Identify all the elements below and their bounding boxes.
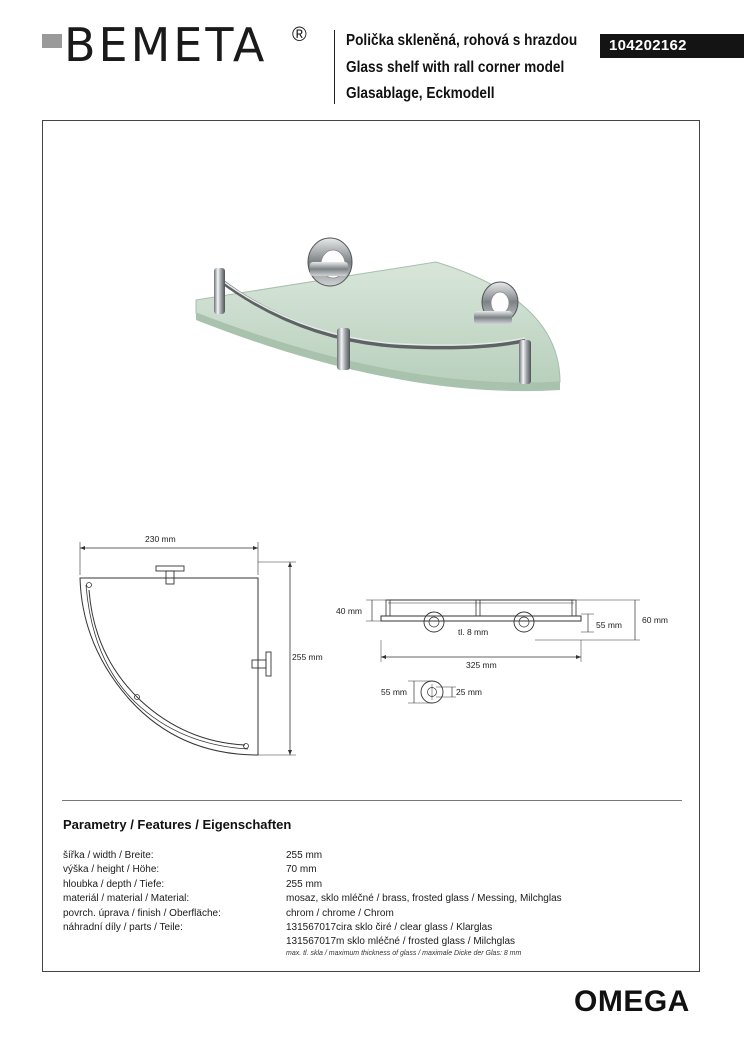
feature-label: hloubka / depth / Tiefe:	[63, 878, 165, 890]
series-name: OMEGA	[574, 985, 690, 1018]
feature-label: materiál / material / Material:	[63, 893, 190, 905]
product-code: 104202162	[600, 34, 744, 58]
dim-label-40: 40 mm	[336, 606, 362, 616]
dim-label-length: 325 mm	[466, 660, 497, 670]
dim-label-rosette-inner: 25 mm	[456, 687, 482, 697]
feature-value: mosaz, sklo mléčné / brass, frosted glass / Messing, Milchglas	[286, 893, 562, 905]
section-divider	[62, 800, 682, 801]
title-en: Glass shelf with rall corner model	[346, 58, 565, 76]
feature-value: 131567017m sklo mléčné / frosted glass / Milchglas	[286, 936, 516, 948]
brand-logo: BEMETA	[64, 18, 268, 72]
top-view-outline	[80, 578, 258, 755]
features-title: Parametry / Features / Eigenschaften	[63, 817, 292, 832]
dim-label-glass: tl. 8 mm	[458, 627, 489, 637]
feature-label: povrch. úprava / finish / Oberfläche:	[63, 907, 221, 919]
title-cz: Polička skleněná, rohová s hrazdou	[346, 32, 578, 49]
feature-label: náhradní díly / parts / Teile:	[63, 921, 183, 933]
feature-value: 255 mm	[286, 878, 323, 890]
dim-label-width: 230 mm	[145, 534, 176, 544]
glass-thickness-note: max. tl. skla / maximum thickness of glass / maximale Dicke der Glas: 8 mm	[286, 950, 522, 957]
feature-value: 131567017cira sklo čiré / clear glass / Klarglas	[286, 921, 493, 933]
registered-mark: ®	[292, 24, 307, 46]
title-de: Glasablage, Eckmodell	[346, 85, 495, 102]
dim-label-rosette-outer: 55 mm	[381, 687, 407, 697]
dim-label-height: 255 mm	[292, 652, 323, 662]
feature-value: 255 mm	[286, 850, 323, 861]
front-view-glass	[381, 616, 581, 621]
dim-label-60: 60 mm	[642, 615, 668, 625]
feature-label: výška / height / Höhe:	[63, 864, 160, 876]
feature-value: 70 mm	[286, 864, 317, 876]
feature-label: šířka / width / Breite:	[63, 850, 154, 861]
dim-label-55: 55 mm	[596, 620, 622, 630]
feature-value: chrom / chrome / Chrom	[286, 907, 394, 919]
